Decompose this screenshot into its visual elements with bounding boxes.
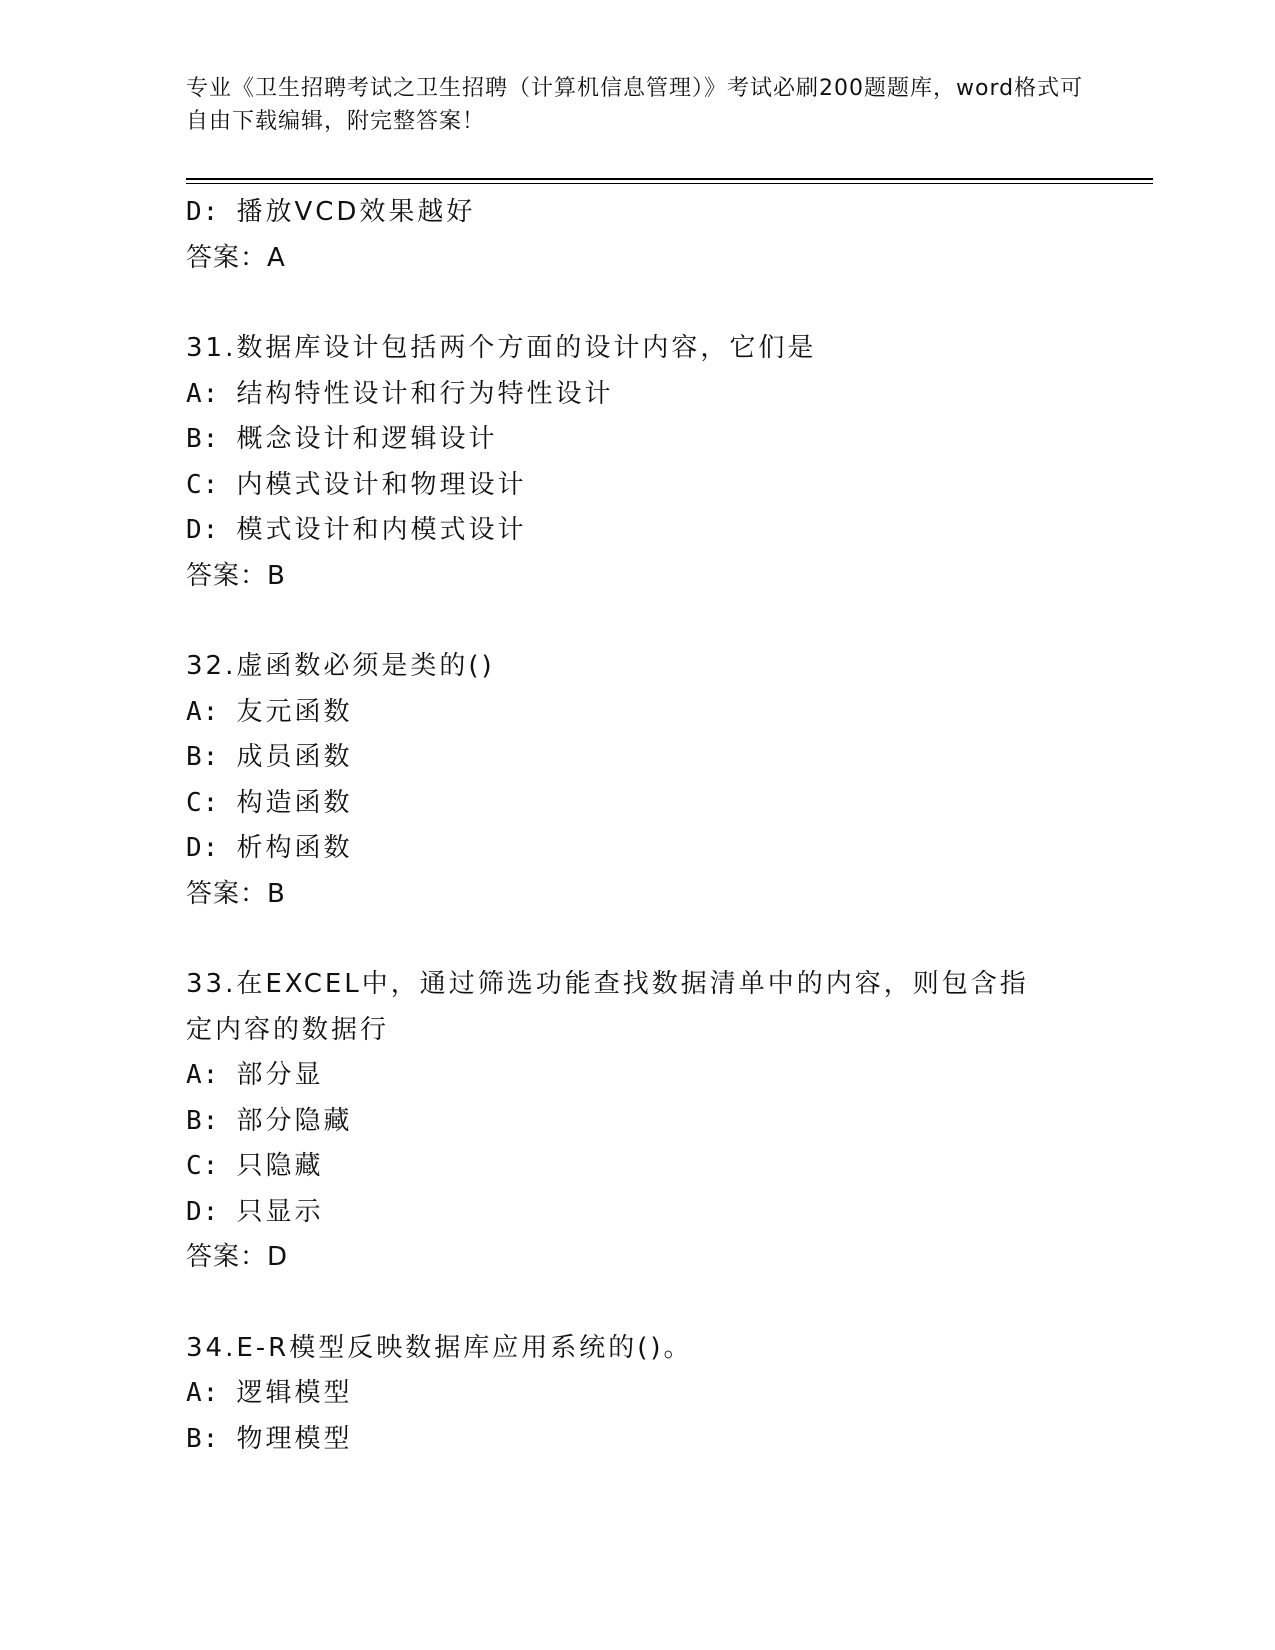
question-stem: 31.数据库设计包括两个方面的设计内容，它们是 bbox=[186, 333, 817, 363]
document-header: 专业《卫生招聘考试之卫生招聘（计算机信息管理）》考试必刷200题题库，word格式可自由下载编辑，附完整答案！ bbox=[186, 76, 1084, 134]
answer-line: 答案：A bbox=[186, 242, 286, 273]
header-divider-thin bbox=[186, 183, 1153, 184]
option-a: A: 逻辑模型 bbox=[186, 1378, 353, 1408]
option-d: D: 播放VCD效果越好 bbox=[186, 197, 476, 227]
option-d: D: 析构函数 bbox=[186, 833, 353, 863]
option-c: C: 构造函数 bbox=[186, 787, 353, 818]
option-c: C: 只隐藏 bbox=[186, 1151, 324, 1181]
header-divider bbox=[186, 178, 1153, 180]
option-a: A: 友元函数 bbox=[186, 696, 353, 727]
question-list bbox=[186, 190, 1086, 1462]
question-stem: 34.E-R模型反映数据库应用系统的()。 bbox=[186, 1332, 693, 1363]
option-b: B: 概念设计和逻辑设计 bbox=[186, 424, 498, 454]
answer-line: 答案：B bbox=[186, 560, 286, 591]
option-c: C: 内模式设计和物理设计 bbox=[186, 469, 527, 500]
option-b: B: 成员函数 bbox=[186, 742, 353, 772]
option-d: D: 只显示 bbox=[186, 1196, 324, 1227]
option-a: A: 结构特性设计和行为特性设计 bbox=[186, 378, 614, 409]
answer-line: 答案：D bbox=[186, 1242, 289, 1272]
answer-line: 答案：B bbox=[186, 878, 286, 909]
question-stem: 33.在EXCEL中，通过筛选功能查找数据清单中的内容，则包含指定内容的数据行 bbox=[186, 969, 1029, 1045]
option-d: D: 模式设计和内模式设计 bbox=[186, 515, 527, 545]
question-stem: 32.虚函数必须是类的() bbox=[186, 651, 495, 681]
option-b: B: 物理模型 bbox=[186, 1423, 353, 1454]
option-b: B: 部分隐藏 bbox=[186, 1105, 353, 1136]
option-a: A: 部分显 bbox=[186, 1060, 324, 1090]
